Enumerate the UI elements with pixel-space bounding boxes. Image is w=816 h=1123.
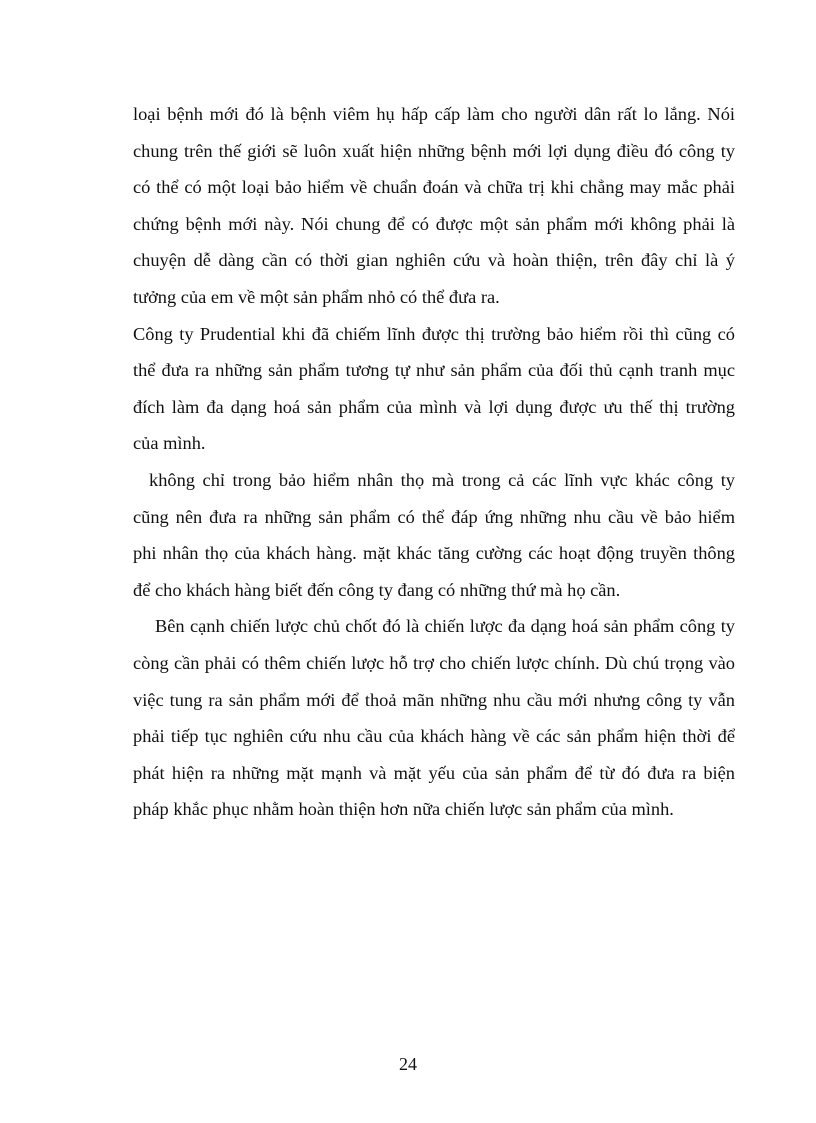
document-body bbox=[133, 96, 735, 828]
text-line: việc tung ra sản phẩm mới để thoả mãn những nhu cầu mới nhưng công ty vẫn bbox=[133, 689, 735, 710]
text-line: Công ty Prudential khi đã chiếm lĩnh được thị trường bảo hiểm rồi thì cũng có bbox=[133, 323, 735, 344]
text-line: chung trên thế giới sẽ luôn xuất hiện những bệnh mới lợi dụng điều đó công ty bbox=[133, 140, 735, 161]
text-line: không chỉ trong bảo hiểm nhân thọ mà trong cả các lĩnh vực khác công ty bbox=[149, 469, 735, 490]
text-line: có thể có một loại bảo hiểm về chuẩn đoán và chữa trị khi chẳng may mắc phải bbox=[133, 177, 735, 198]
text-line: của mình. bbox=[133, 433, 206, 454]
text-line: loại bệnh mới đó là bệnh viêm hụ hấp cấp làm cho người dân rất lo lắng. Nói bbox=[133, 104, 735, 124]
text-line: phải tiếp tục nghiên cứu nhu cầu của khách hàng về các sản phẩm hiện thời để bbox=[133, 726, 735, 747]
text-line: cũng nên đưa ra những sản phẩm có thể đáp ứng những nhu cầu về bảo hiểm bbox=[133, 506, 735, 527]
text-line: Bên cạnh chiến lược chủ chốt đó là chiến lược đa dạng hoá sản phẩm công ty bbox=[155, 616, 735, 637]
text-line: tưởng của em về một sản phẩm nhỏ có thể đưa ra. bbox=[133, 286, 500, 307]
text-line: phát hiện ra những mặt mạnh và mặt yếu của sản phẩm để từ đó đưa ra biện bbox=[133, 762, 735, 783]
text-line: chứng bệnh mới này. Nói chung để có được một sản phẩm mới không phải là bbox=[133, 213, 735, 234]
text-line: thể đưa ra những sản phẩm tương tự như sản phẩm của đối thủ cạnh tranh mục bbox=[133, 360, 735, 381]
text-line: để cho khách hàng biết đến công ty đang có những thứ mà họ cần. bbox=[133, 579, 621, 600]
text-line: pháp khắc phục nhằm hoàn thiện hơn nữa chiến lược sản phẩm của mình. bbox=[133, 799, 674, 820]
text-line: chuyện dễ dàng cần có thời gian nghiên cứu và hoàn thiện, trên đây chỉ là ý bbox=[133, 250, 735, 271]
text-line: còng cần phải có thêm chiến lược hỗ trợ cho chiến lược chính. Dù chú trọng vào bbox=[133, 652, 735, 673]
page-number: 24 bbox=[399, 1054, 417, 1074]
text-line: phi nhân thọ của khách hàng. mặt khác tăng cường các hoạt động truyền thông bbox=[133, 543, 735, 564]
text-line: đích làm đa dạng hoá sản phẩm của mình và lợi dụng được ưu thế thị trường bbox=[133, 396, 735, 417]
